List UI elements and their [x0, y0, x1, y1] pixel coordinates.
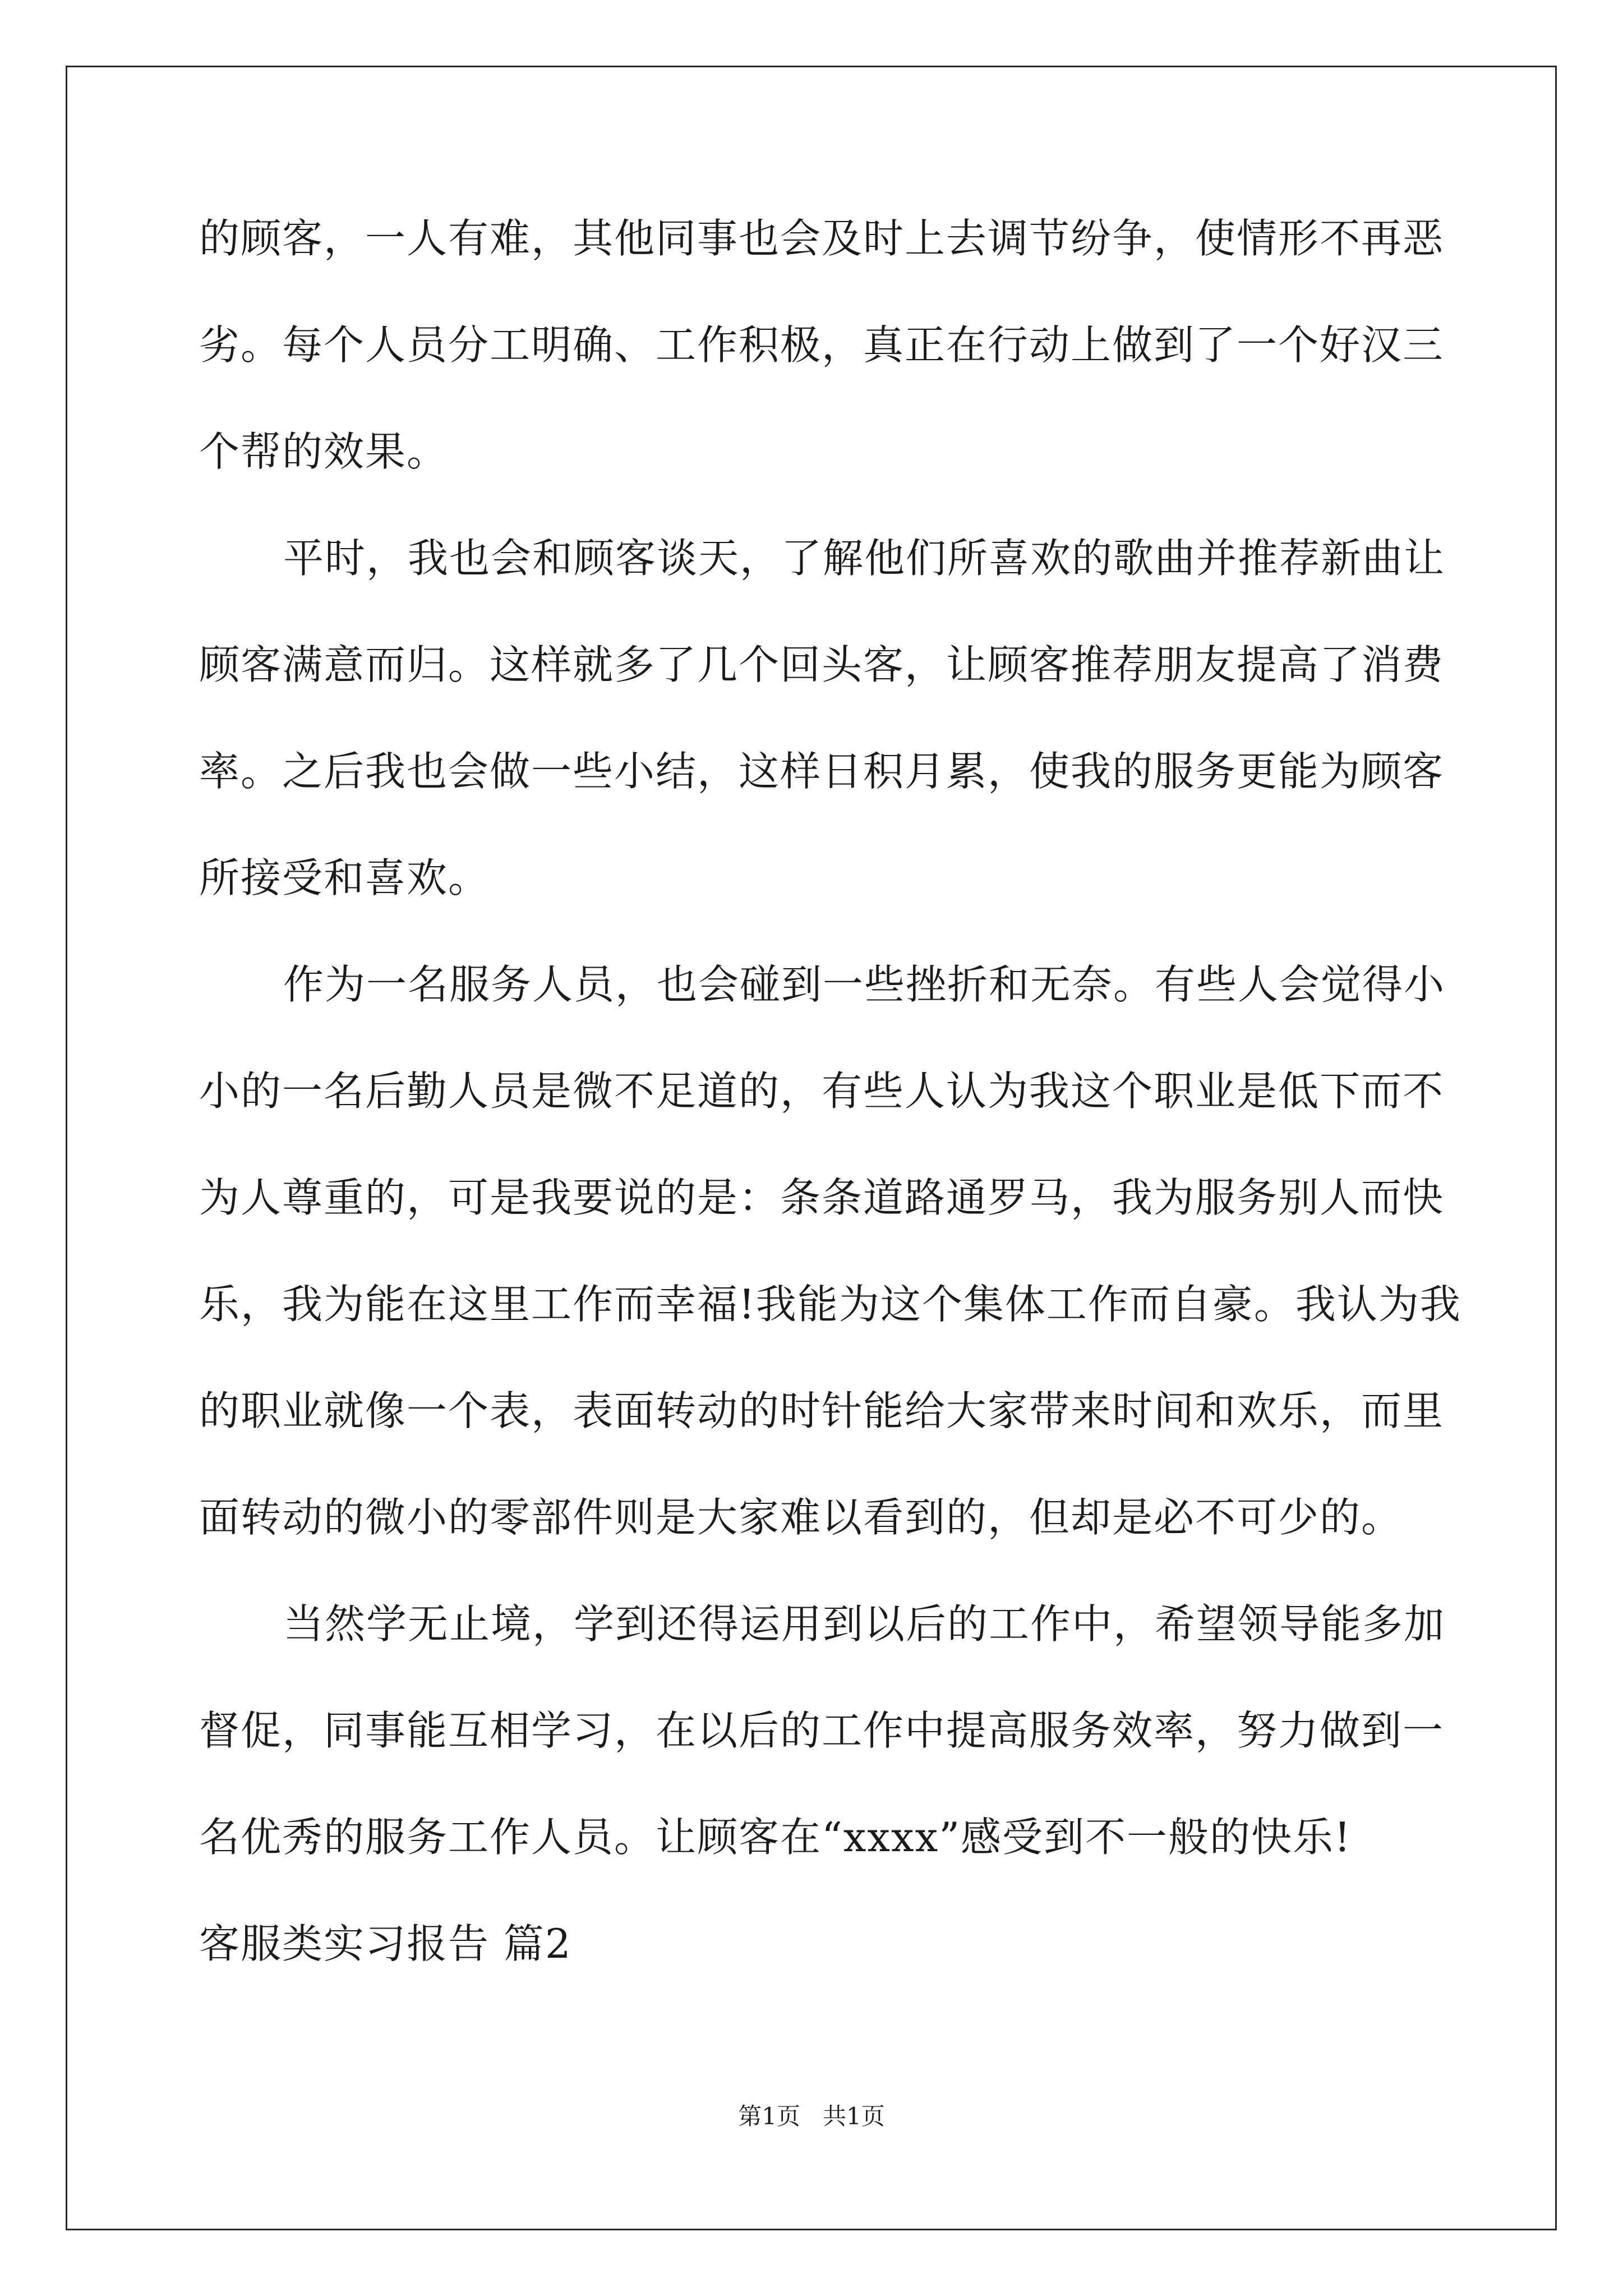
paragraph-line: 率。之后我也会做一些小结，这样日积月累，使我的服务更能为顾客 — [199, 748, 1445, 795]
page-footer: 第1页 共1页 — [738, 2102, 885, 2130]
document-body — [199, 208, 1461, 1997]
paragraph-line: 劣。每个人员分工明确、工作积极，真正在行动上做到了一个好汉三 — [199, 321, 1445, 369]
paragraph-line: 所接受和喜欢。 — [199, 854, 490, 901]
section-heading: 客服类实习报告 篇2 — [199, 1920, 572, 1967]
paragraph-line: 平时，我也会和顾客谈天，了解他们所喜欢的歌曲并推荐新曲让 — [283, 535, 1446, 582]
paragraph-line: 督促，同事能互相学习，在以后的工作中提高服务效率，努力做到一 — [199, 1707, 1445, 1754]
paragraph-line: 当然学无止境，学到还得运用到以后的工作中，希望领导能多加 — [283, 1600, 1446, 1648]
paragraph-line: 顾客满意而归。这样就多了几个回头客，让顾客推荐朋友提高了消费 — [199, 641, 1445, 688]
paragraph-line: 为人尊重的，可是我要说的是：条条道路通罗马，我为服务别人而快 — [199, 1174, 1445, 1221]
paragraph-line: 乐，我为能在这里工作而幸福!我能为这个集体工作而自豪。我认为我 — [199, 1281, 1461, 1328]
paragraph-line: 的顾客，一人有难，其他同事也会及时上去调节纷争，使情形不再恶 — [199, 215, 1445, 262]
paragraph-line: 小的一名后勤人员是微不足道的，有些人认为我这个职业是低下而不 — [199, 1068, 1445, 1115]
paragraph-line: 个帮的效果。 — [199, 428, 449, 475]
paragraph-line: 面转动的微小的零部件则是大家难以看到的，但却是必不可少的。 — [199, 1494, 1403, 1541]
paragraph-line: 的职业就像一个表，表面转动的时针能给大家带来时间和欢乐，而里 — [199, 1387, 1445, 1434]
paragraph-line: 作为一名服务人员，也会碰到一些挫折和无奈。有些人会觉得小 — [283, 961, 1446, 1008]
paragraph-line: 名优秀的服务工作人员。让顾客在“xxxx”感受到不一般的快乐! — [199, 1814, 1352, 1861]
